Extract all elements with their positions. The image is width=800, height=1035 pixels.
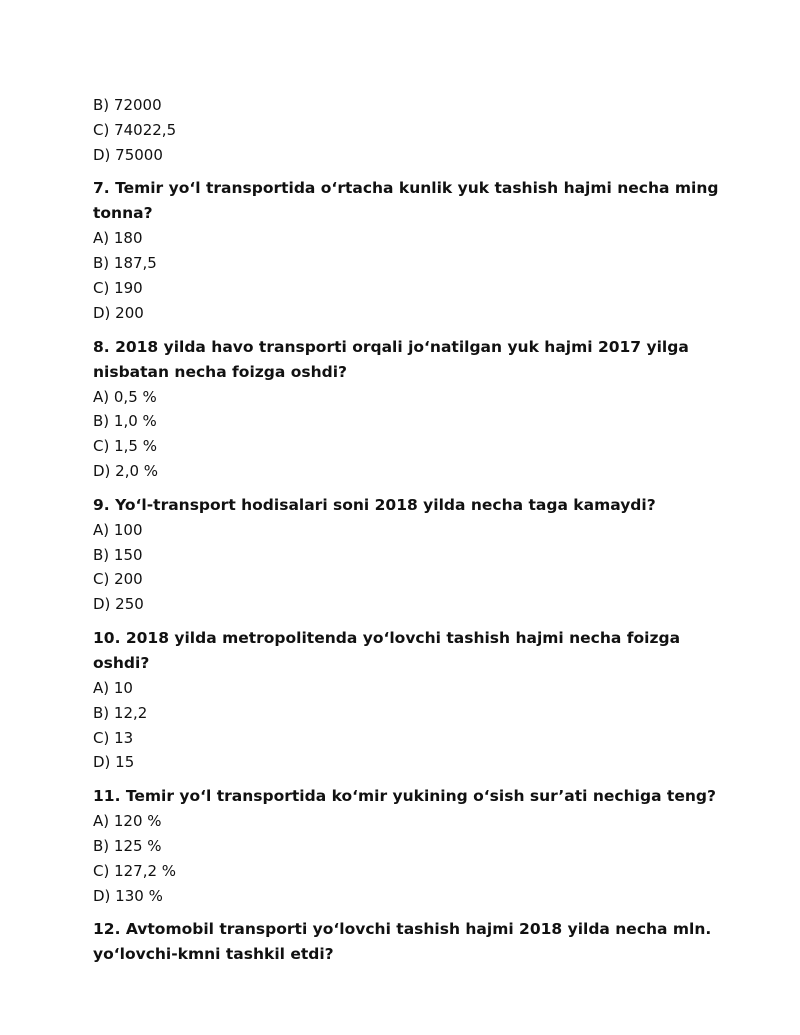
option-c: C) 74022,5 xyxy=(93,120,177,139)
option-b: B) 12,2 xyxy=(93,703,148,722)
question-text: 9. Yo‘l-transport hodisalari soni 2018 yilda necha taga kamaydi? xyxy=(93,495,656,514)
question-8 xyxy=(93,335,733,484)
option-a: A) 10 xyxy=(93,678,133,697)
question-text: 7. Temir yo‘l transportida o‘rtacha kunlik yuk tashish hajmi necha ming tonna? xyxy=(93,179,719,223)
option-d: D) 75000 xyxy=(93,145,163,164)
question-9 xyxy=(93,493,733,617)
question-10 xyxy=(93,626,733,775)
option-d: D) 2,0 % xyxy=(93,461,159,480)
option-c: C) 200 xyxy=(93,570,143,589)
option-b: B) 72000 xyxy=(93,96,162,114)
option-a: A) 120 % xyxy=(93,812,162,831)
question-text: 10. 2018 yilda metropolitenda yo‘lovchi tashish hajmi necha foizga oshdi? xyxy=(93,628,681,672)
option-c: C) 127,2 % xyxy=(93,861,177,880)
option-a: A) 0,5 % xyxy=(93,387,157,406)
option-c: C) 190 xyxy=(93,278,143,297)
question-text: 12. Avtomobil transporti yo‘lovchi tashish hajmi 2018 yilda necha mln. yo‘lovchi-kmni tashkil etdi? xyxy=(93,920,712,964)
question-7 xyxy=(93,176,733,325)
option-b: B) 150 xyxy=(93,545,143,564)
question-text: 11. Temir yo‘l transportida ko‘mir yukining o‘sish sur’ati nechiga teng? xyxy=(93,787,716,806)
question-12 xyxy=(93,917,733,967)
option-b: B) 1,0 % xyxy=(93,412,157,431)
option-b: B) 125 % xyxy=(93,836,162,855)
document-page xyxy=(93,93,733,967)
option-a: A) 100 xyxy=(93,520,143,539)
question-text: 8. 2018 yilda havo transporti orqali jo‘natilgan yuk hajmi 2017 yilga nisbatan necha foizga oshdi? xyxy=(93,337,689,381)
option-b: B) 187,5 xyxy=(93,254,157,273)
previous-question-options xyxy=(93,93,733,167)
option-d: D) 15 xyxy=(93,753,135,772)
option-d: D) 200 xyxy=(93,303,144,322)
option-d: D) 130 % xyxy=(93,886,163,905)
option-a: A) 180 xyxy=(93,229,143,248)
option-d: D) 250 xyxy=(93,595,144,614)
option-c: C) 13 xyxy=(93,728,134,747)
option-c: C) 1,5 % xyxy=(93,437,157,456)
question-11 xyxy=(93,784,733,908)
